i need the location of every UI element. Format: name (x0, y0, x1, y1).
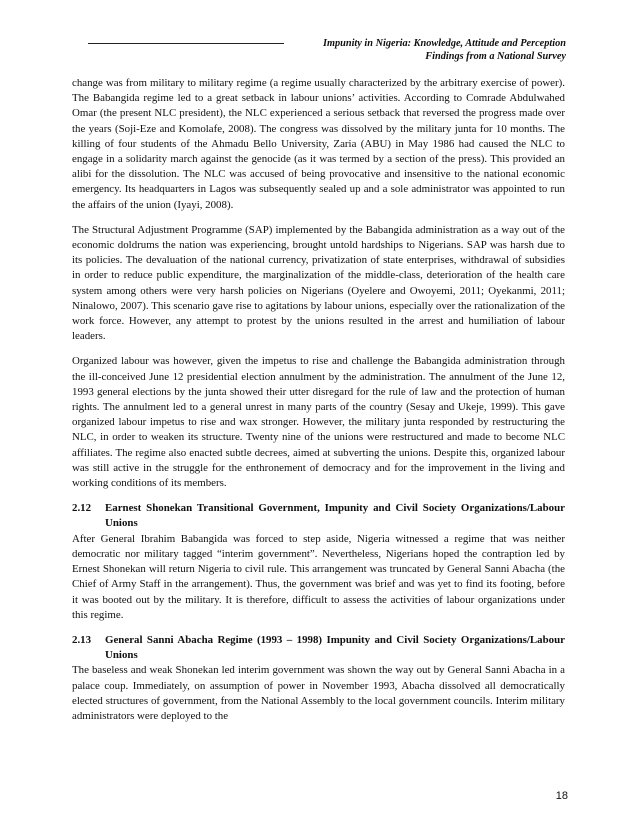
section-number: 2.12 (72, 502, 92, 515)
section-heading-2-13 (72, 633, 565, 663)
running-header (246, 37, 566, 63)
paragraph: change was from military to military regime (a regime usually characterized by the arbitrary exercise of power). The Babangida regime led to a great setback in labour unions’ activities. According to Comrade Abdulwahed Omar (the present NLC president), the NLC experienced a serious setback that reversed the progress made over the years (Soji-Eze and Komolafe, 2008). The congress was dissolved by the military junta for 10 months. The killing of four students of the Ahmadu Bello University, Zaria (ABU) in May 1986 had caused the NLC to engage in a solidarity march against the genocide (as it was termed by a section of the press). This provided an alibi for the dissolution. The NLC was accused of being provocative and insensitive to the national economic emergency. Its headquarters in Lagos was subsequently sealed up and a sole administrator was appointed to run the affairs of the union (Iyayi, 2008). (72, 77, 565, 211)
paragraph: The baseless and weak Shonekan led interim government was shown the way out by General Sanni Abacha in a palace coup. Immediately, on assumption of power in November 1993, Abacha dissolved all democratically elected structures of government, from the National Assembly to the local government councils. Interim military administrators were deployed to the (72, 664, 565, 722)
header-subtitle: Findings from a National Survey (425, 51, 566, 62)
paragraph: Organized labour was however, given the impetus to rise and challenge the Babangida administration through the ill-conceived June 12 presidential election annulment by the administration. The annulment of the June 12, 1993 general elections by the junta showed their utter disregard for the rule of law and the protection of human rights. The annulment led to a general unrest in many parts of the country (Sesay and Ukeje, 1999). This gave organized labour impetus to rise and wax stronger. However, the military junta responded by restructuring the NLC, in order to weaken its structure. Twenty nine of the unions were restructured and made to become NLC affiliates. The regime also enacted subtle decrees, aimed at subverting the unions. Despite this, organized labour was still active in the struggle for the enthronement of democracy and for the improvement in the living and working conditions of its members. (72, 355, 565, 490)
section-title: Earnest Shonekan Transitional Government, Impunity and Civil Society Organizations/Labour Unions (105, 502, 565, 530)
section-title: General Sanni Abacha Regime (1993 – 1998) Impunity and Civil Society Organizations/Labour Unions (105, 633, 565, 662)
section-heading-2-12 (72, 501, 565, 531)
paragraph: The Structural Adjustment Programme (SAP) implemented by the Babangida administration as a way out of the economic doldrums the nation was experiencing, brought untold hardships to Nigerians. SAP was harsh due to its policies. The devaluation of the national currency, privatization of state enterprises, withdrawal of subsidies in order to reduce public expenditure, the marginalization of the middle-class, deterioration of the health care system among others were very harsh policies on Nigerians (Oyelere and Owoyemi, 2011; Oyekanmi, 2011; Ninalowo, 2007). This scenario gave rise to agitations by labour unions, especially over the rationalization of the work force. However, any attempt to protest by the unions resulted in the arrest and humiliation of labour leaders. (72, 223, 565, 343)
page-body (72, 76, 565, 724)
header-title: Impunity in Nigeria: Knowledge, Attitude and Perception (322, 38, 566, 49)
paragraph: After General Ibrahim Babangida was forced to step aside, Nigeria witnessed a regime that was neither democratic nor military tagged “interim government”. Nevertheless, Nigerians hoped the contraption led by Ernest Shonekan will return Nigeria to civil rule. This arrangement was truncated by General Sanni Abacha (the Chief of Army Staff in the arrangement). Thus, the government was brief and was yet to find its footing, before it was booted out by the military. It is therefore, difficult to assess the activities of labour organizations under this regime. (72, 532, 565, 621)
section-number: 2.13 (72, 633, 92, 646)
page-number: 18 (555, 790, 568, 802)
